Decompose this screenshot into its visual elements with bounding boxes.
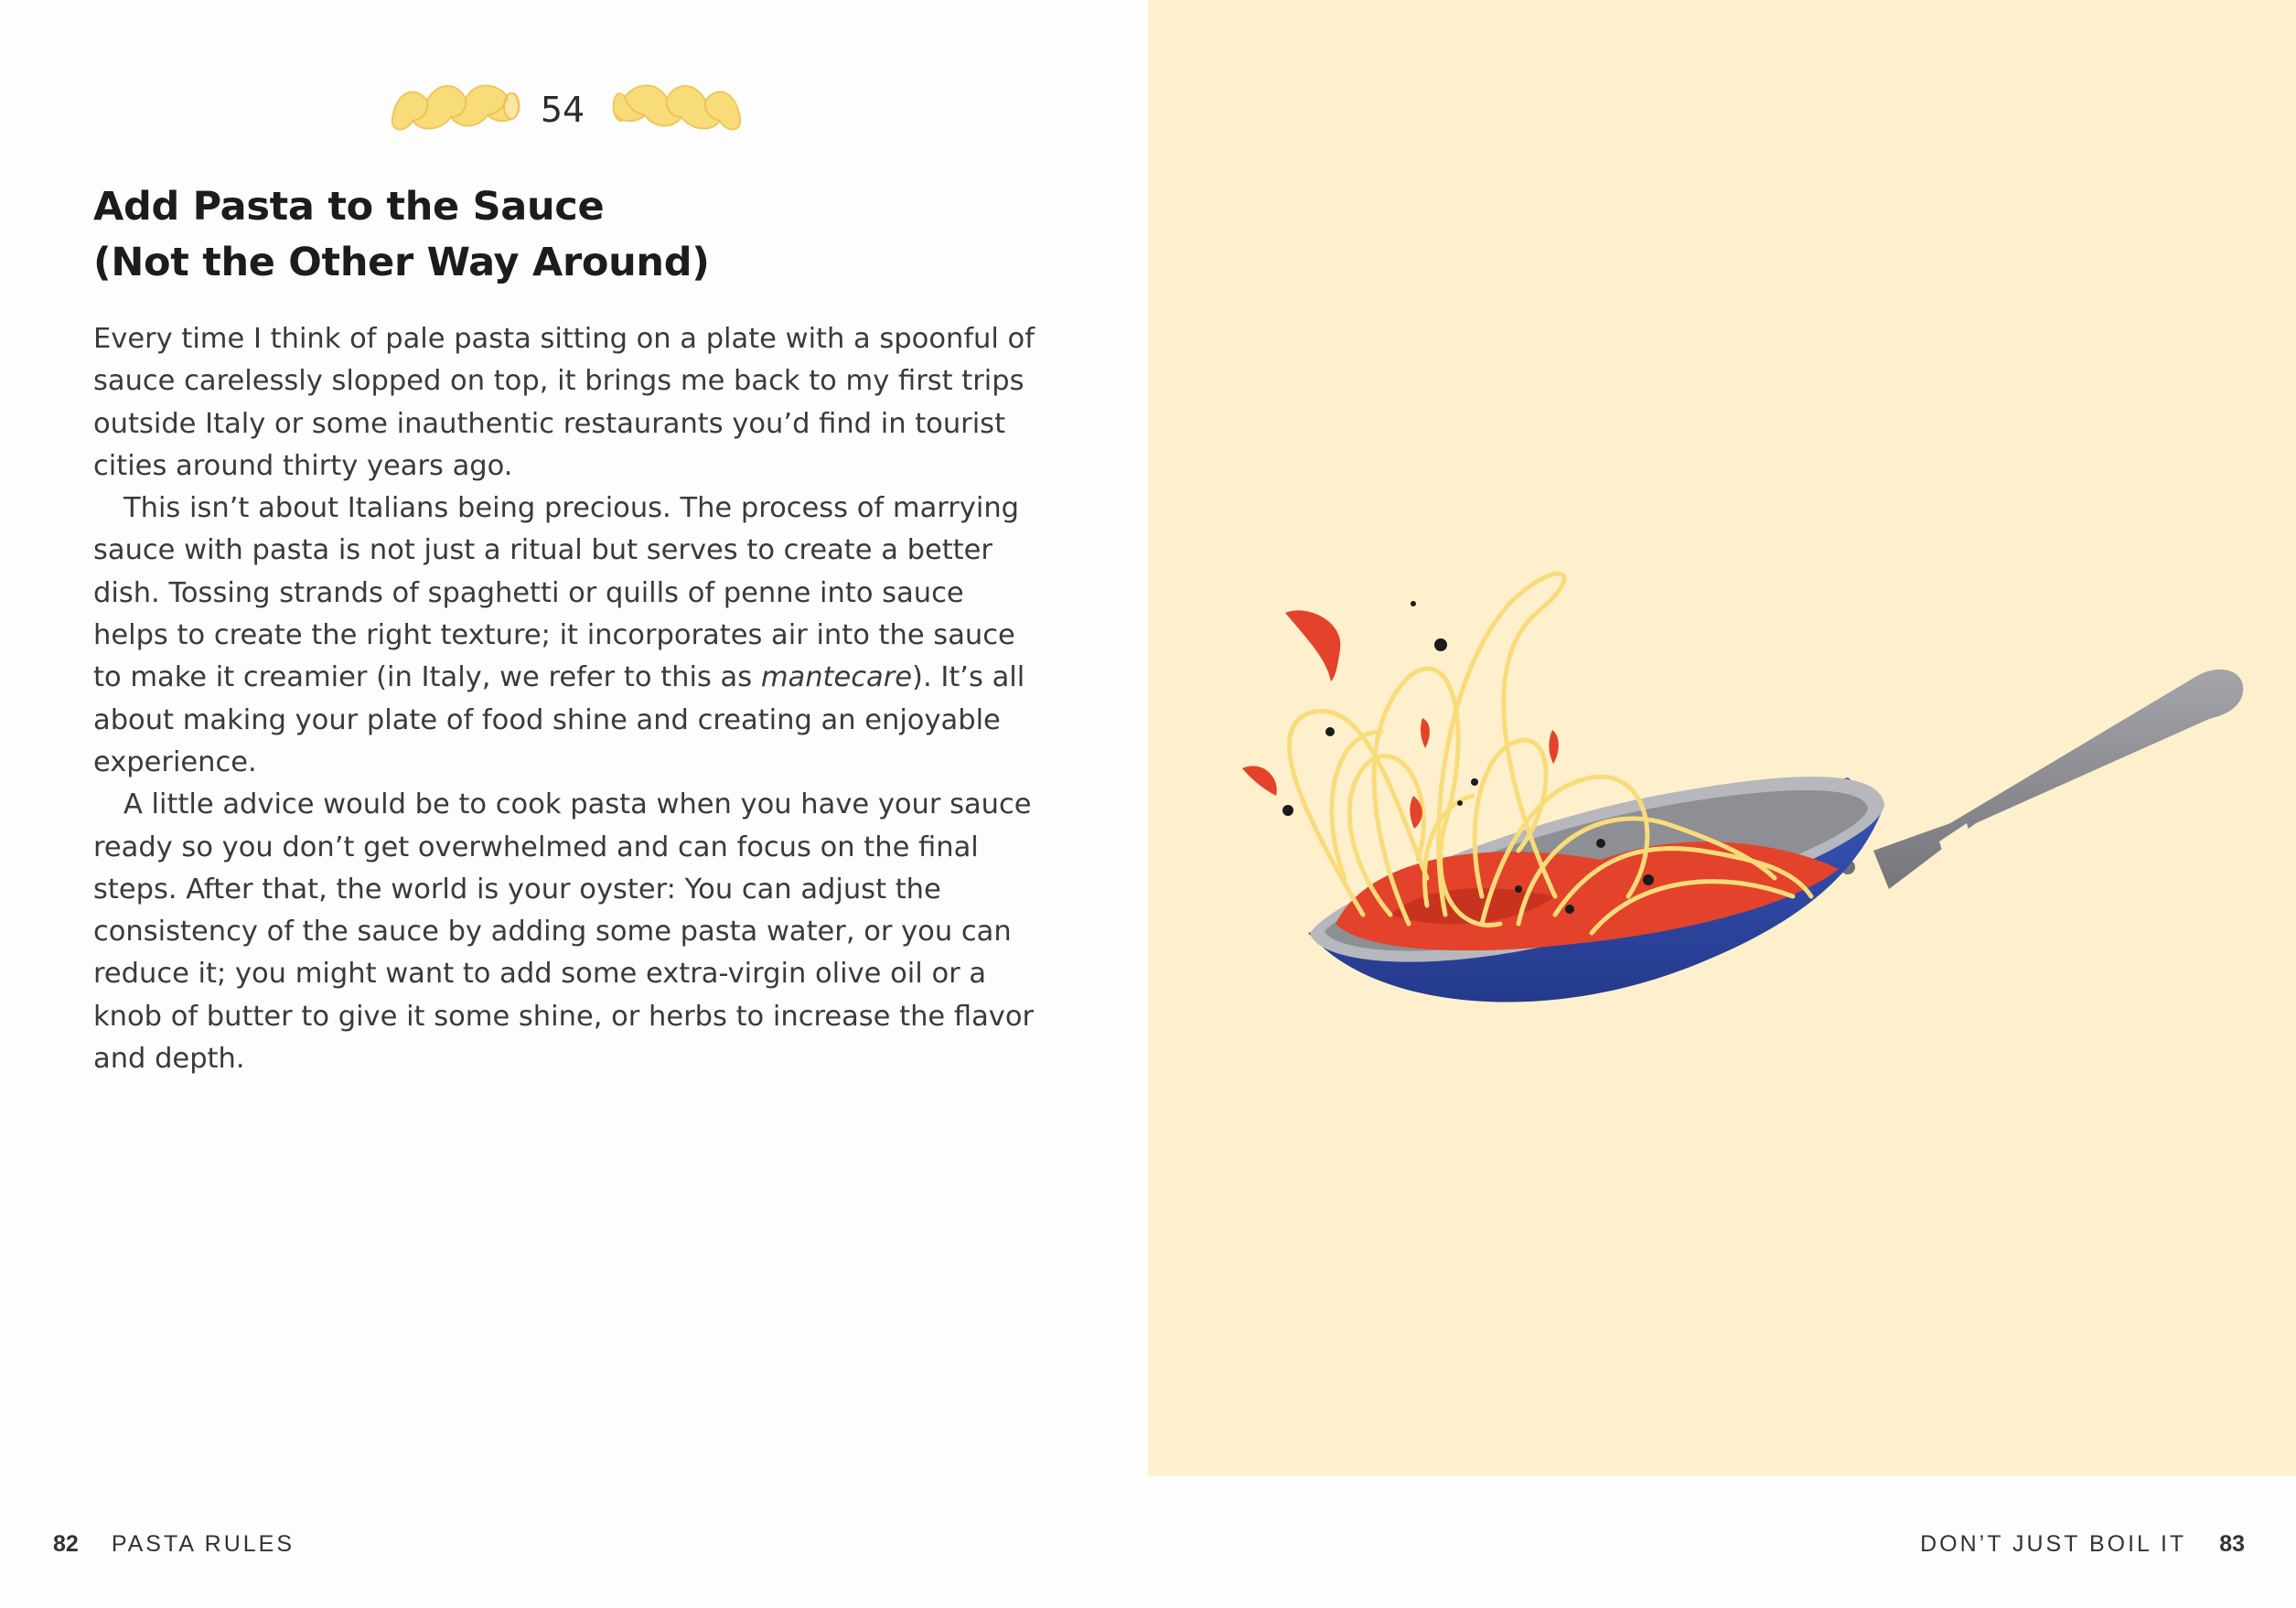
paragraph-1: Every time I think of pale pasta sitting on a plate with a spoonful of sauce carelessly slopped on top, it brings me back to my first trips outside Italy or some inauthentic restaurants you’d find in tourist cities around thirty years ago. [93,323,1035,482]
paragraph-2-text-a: This isn’t about Italians being precious. The process of marrying sauce with pasta is not just a ritual but serves to create a better dish. Tossing strands of spaghetti or quills of penne into sauce helps to create the right texture; it incorporates air into the sauce to make it creamier (in Italy, we refer to this as [93,492,1020,694]
macaroni-left-icon [387,75,524,139]
tomato-sauce [1336,842,1839,950]
rule-title [93,179,710,291]
pan-with-spaghetti-illustration [1207,549,2259,1061]
title-line-1: Add Pasta to the Sauce [93,184,605,230]
paragraph-2-text-b: ). It’s all about making your plate of food shine and creating an enjoyable experience. [93,661,1025,778]
footer-left [53,1531,295,1558]
footer-right [1920,1531,2245,1558]
paragraph-2-italic-term: mantecare [760,661,913,694]
title-line-2: (Not the Other Way Around) [93,240,710,285]
macaroni-right-icon [608,75,746,139]
paragraph-2 [93,488,1035,784]
right-page-number: 83 [2219,1531,2245,1557]
rule-number: 54 [540,90,585,130]
paragraph-3: A little advice would be to cook pasta when you have your sauce ready so you don’t get overwhelmed and can focus on the final steps. After that, the world is your oyster: You can adjust the consistency of the sauce by adding some pasta water, or you can reduce it; you might want to add some extra-virgin olive oil or a knob of butter to give it some shine, or herbs to increase the flavor and depth. [93,788,1035,1076]
sauce-splashes [1242,610,1559,829]
rule-header [380,64,746,146]
left-page-number: 82 [53,1531,79,1557]
body-text [93,318,1035,1080]
right-running-head: DON’T JUST BOIL IT [1920,1531,2187,1557]
left-running-head: PASTA RULES [111,1531,295,1557]
pan-handle [1840,670,2243,889]
